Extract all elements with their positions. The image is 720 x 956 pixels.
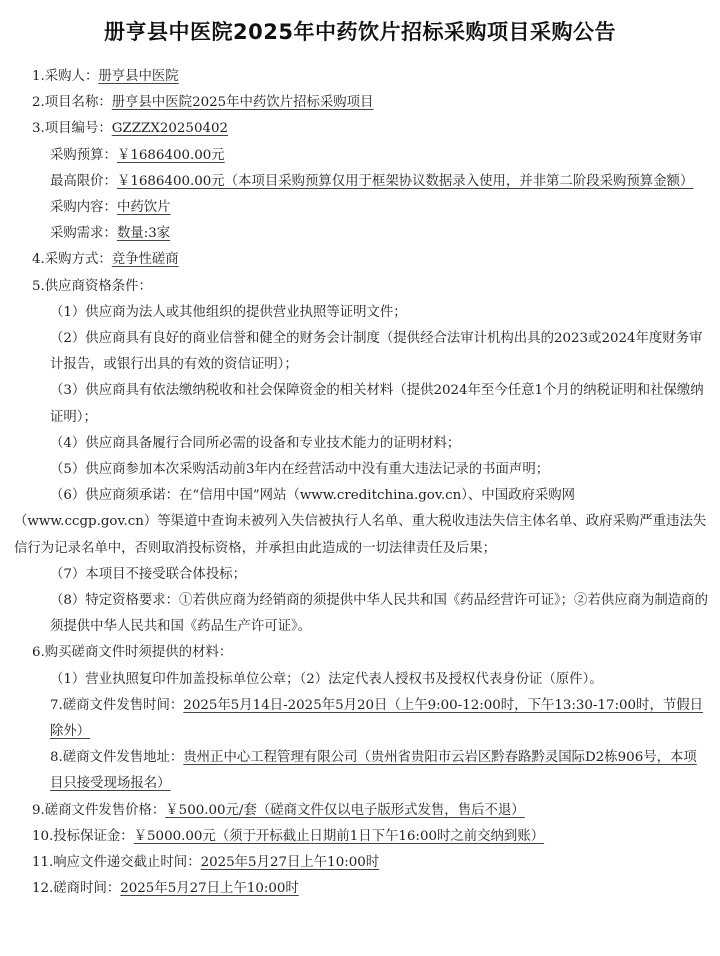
deadline-label: 11.响应文件递交截止时间： [32, 855, 201, 871]
price-value: ￥500.00元/套（磋商文件仅以电子版形式发售，售后不退） [165, 802, 525, 818]
qualification-item: （1）供应商为法人或其他组织的提供营业执照等证明文件； [50, 304, 407, 320]
purchaser-row [14, 64, 710, 90]
qualification-item: （3）供应商具有依法缴纳税收和社会保障资金的相关材料（提供2024年至今任意1个月的纳税证明和社保缴纳证明）； [50, 383, 704, 425]
sale-place-value: 贵州正中心工程管理有限公司（贵州省贵阳市云岩区黔春路黔灵国际D2栋906号，本项目只接受现场报名） [50, 750, 697, 792]
price-label: 9.磋商文件发售价格： [32, 802, 166, 818]
deposit-value: ￥5000.00元（须于开标截止日期前1日下午16:00时之前交纳到账） [133, 828, 545, 844]
deadline-row [14, 850, 710, 876]
announcement-body [14, 64, 710, 903]
materials-heading: 6.购买磋商文件时须提供的材料： [32, 645, 233, 661]
price-row [14, 798, 710, 824]
sale-time-label: 7.磋商文件发售时间： [50, 697, 184, 713]
sale-place-row [14, 745, 710, 797]
qualification-item: （4）供应商具备履行合同所必需的设备和专业技术能力的证明材料； [50, 435, 461, 451]
method-row [14, 247, 710, 273]
qualification-item: （2）供应商具有良好的商业信誉和健全的财务会计制度（提供经合法审计机构出具的2023或2024年度财务审计报告，或银行出具的有效的资信证明）； [50, 331, 703, 373]
sale-time-row [14, 693, 710, 745]
content-value: 中药饮片 [116, 200, 171, 216]
purchaser-label: 1.采购人： [32, 69, 99, 84]
budget-label: 采购预算： [50, 147, 117, 163]
content-label: 采购内容： [50, 200, 117, 216]
qualification-item: （5）供应商参加本次采购活动前3年内在经营活动中没有重大违法记录的书面声明； [50, 462, 550, 478]
qualification-item: （www.ccgp.gov.cn）等渠道中查询未被列入失信被执行人名单、重大税收违法失信主体名单、政府采购严重违法失信行为记录名单中，否则取消投标资格，并承担由此造成的一切法律责任及后果； [14, 514, 707, 556]
deposit-label: 10.投标保证金： [32, 828, 134, 844]
consult-time-row [14, 876, 710, 902]
demand-label: 采购需求： [50, 226, 117, 242]
project-name-label: 2.项目名称： [32, 95, 112, 111]
page-title: 册亨县中医院2025年中药饮片招标采购项目采购公告 [104, 20, 616, 44]
project-no-value: GZZZX20250402 [111, 121, 229, 137]
sale-place-label: 8.磋商文件发售地址： [50, 750, 184, 766]
deposit-row [14, 824, 710, 850]
qualification-item: （6）供应商须承诺：在“信用中国”网站（www.creditchina.gov.cn）、中国政府采购网 [50, 488, 576, 504]
max-price-label: 最高限价： [50, 173, 117, 189]
sale-time-value: 2025年5月14日-2025年5月20日（上午9:00-12:00时，下午13:30-17:00时，节假日除外） [50, 697, 704, 740]
budget-value: ￥1686400.00元 [116, 147, 225, 163]
demand-row [14, 221, 710, 247]
project-name-value: 册亨县中医院2025年中药饮片招标采购项目 [111, 95, 374, 111]
deadline-value: 2025年5月27日上午10:00时 [200, 855, 380, 871]
demand-value: 数量:3家 [116, 226, 171, 242]
project-no-row [14, 116, 710, 142]
max-price-value: ￥1686400.00元（本项目采购预算仅用于框架协议数据录入使用，并非第二阶段采购预算金额） [116, 173, 694, 189]
method-label: 4.采购方式： [32, 252, 112, 268]
materials-text: （1）营业执照复印件加盖投标单位公章；（2）法定代表人授权书及授权代表身份证（原件）。 [50, 671, 603, 687]
consult-time-label: 12.磋商时间： [32, 881, 121, 897]
qualification-item: （7）本项目不接受联合体投标； [50, 566, 246, 582]
project-no-label: 3.项目编号： [32, 121, 112, 137]
content-row [14, 195, 710, 221]
project-name-row [14, 90, 710, 116]
max-price-row [14, 169, 710, 195]
consult-time-value: 2025年5月27日上午10:00时 [120, 881, 299, 897]
qualification-item: （8）特定资格要求：①若供应商为经销商的须提供中华人民共和国《药品经营许可证》；②若供应商为制造商的须提供中华人民共和国《药品生产许可证》。 [50, 593, 708, 635]
qualifications-heading: 5.供应商资格条件： [32, 278, 152, 294]
purchaser-value: 册亨县中医院 [98, 69, 179, 84]
method-value: 竞争性磋商 [111, 252, 179, 268]
budget-row [14, 143, 710, 169]
